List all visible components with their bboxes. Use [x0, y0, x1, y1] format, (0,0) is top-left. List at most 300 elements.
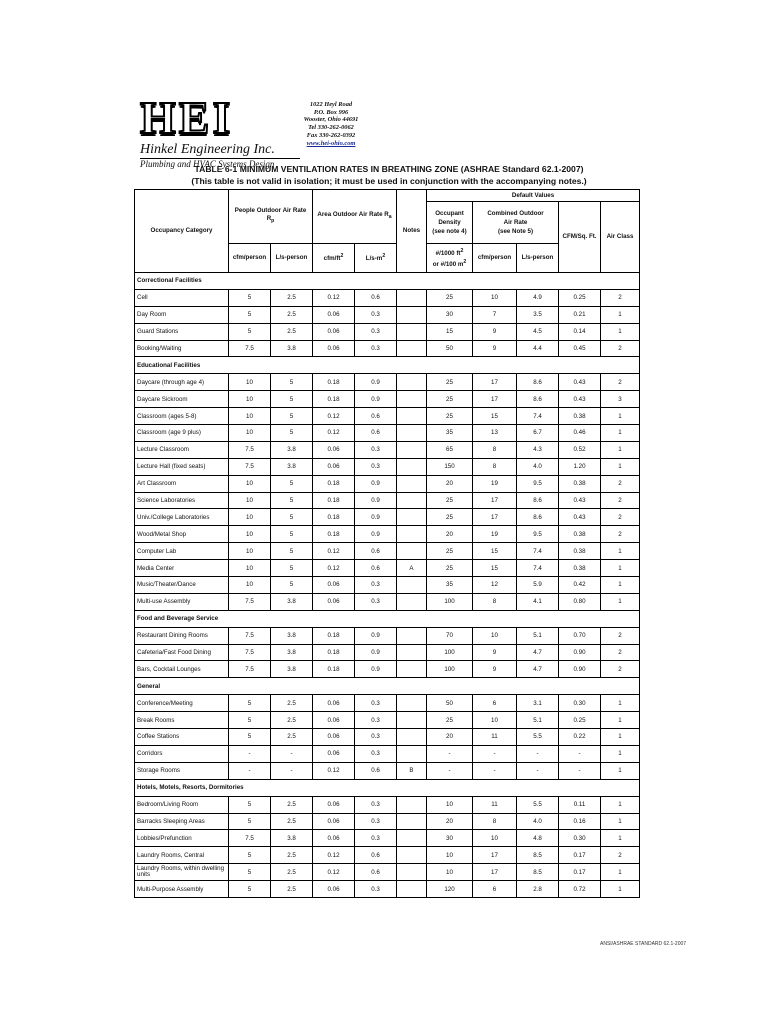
header-people-rate: People Outdoor Air Rate $R_p$ [229, 190, 313, 244]
air-class-cell: 1 [601, 729, 640, 746]
occupancy-category-cell: Computer Lab [135, 543, 229, 560]
combined-ls-cell: 7.4 [517, 543, 559, 560]
notes-cell [397, 374, 427, 391]
people-ls-cell: 5 [271, 391, 313, 408]
cfm-sqft-cell: 0.42 [559, 577, 601, 594]
people-ls-cell: 5 [271, 543, 313, 560]
logo-letters: HEI [140, 92, 234, 143]
combined-cfm-cell: 17 [473, 492, 517, 509]
air-class-cell: 2 [601, 475, 640, 492]
table-row [135, 813, 640, 830]
area-ls-cell: 0.3 [355, 306, 397, 323]
combined-cfm-cell: 8 [473, 813, 517, 830]
table-row [135, 543, 640, 560]
combined-cfm-cell: 19 [473, 526, 517, 543]
occupancy-category-cell: Classroom (age 9 plus) [135, 425, 229, 442]
table-title-line2: (This table is not valid in isolation; it must be used in conjunction with the accompanying notes.) [191, 175, 587, 186]
density-cell: 100 [427, 593, 473, 610]
combined-cfm-cell: 6 [473, 881, 517, 898]
area-cfm-cell: 0.18 [313, 526, 355, 543]
area-ls-cell: 0.9 [355, 509, 397, 526]
notes-cell [397, 593, 427, 610]
cfm-sqft-cell: 0.43 [559, 391, 601, 408]
people-ls-cell: 5 [271, 475, 313, 492]
cfm-sqft-cell: 0.80 [559, 593, 601, 610]
combined-ls-cell: 4.0 [517, 813, 559, 830]
air-class-cell: 2 [601, 340, 640, 357]
combined-ls-cell: 7.4 [517, 408, 559, 425]
people-cfm-cell: 7.5 [229, 661, 271, 678]
section-row [135, 357, 640, 374]
combined-cfm-cell: 9 [473, 644, 517, 661]
people-cfm-cell: 7.5 [229, 441, 271, 458]
people-cfm-cell: 5 [229, 881, 271, 898]
air-class-cell: 1 [601, 830, 640, 847]
area-cfm-cell: 0.12 [313, 543, 355, 560]
people-cfm-cell: 5 [229, 847, 271, 864]
combined-cfm-cell: 13 [473, 425, 517, 442]
combined-ls-cell: 5.5 [517, 729, 559, 746]
area-ls-cell: 0.6 [355, 408, 397, 425]
people-cfm-cell: 10 [229, 560, 271, 577]
combined-ls-cell: 4.4 [517, 340, 559, 357]
people-cfm-cell: 5 [229, 813, 271, 830]
combined-cfm-cell: 17 [473, 374, 517, 391]
area-ls-cell: 0.3 [355, 729, 397, 746]
table-row [135, 847, 640, 864]
density-cell: 20 [427, 475, 473, 492]
density-cell: 35 [427, 425, 473, 442]
notes-cell [397, 661, 427, 678]
notes-cell [397, 813, 427, 830]
unit-density: #/1000 $ft^2$ or #/100 $m^2$ [427, 244, 473, 273]
combined-cfm-cell: 8 [473, 458, 517, 475]
density-cell: 25 [427, 543, 473, 560]
combined-ls-cell: 5.5 [517, 796, 559, 813]
combined-ls-cell: 3.5 [517, 306, 559, 323]
header-combined-rate: Combined Outdoor Air Rate (see Note 5) [473, 202, 559, 244]
company-tagline: Plumbing and HVAC Systems Design [140, 159, 275, 169]
combined-cfm-cell: 10 [473, 712, 517, 729]
people-ls-cell: 5 [271, 408, 313, 425]
occupancy-category-cell: Lecture Classroom [135, 441, 229, 458]
occupancy-category-cell: Science Laboratories [135, 492, 229, 509]
area-cfm-cell: 0.06 [313, 729, 355, 746]
density-cell: - [427, 745, 473, 762]
combined-ls-cell: 9.5 [517, 475, 559, 492]
occupancy-category-cell: Coffee Stations [135, 729, 229, 746]
people-ls-cell: 2.5 [271, 695, 313, 712]
density-cell: 50 [427, 695, 473, 712]
people-cfm-cell: 7.5 [229, 340, 271, 357]
people-cfm-cell: 10 [229, 577, 271, 594]
area-cfm-cell: 0.18 [313, 661, 355, 678]
notes-cell [397, 340, 427, 357]
notes-cell [397, 526, 427, 543]
air-class-cell: 1 [601, 796, 640, 813]
table-row [135, 509, 640, 526]
combined-cfm-cell: 6 [473, 695, 517, 712]
area-cfm-cell: 0.12 [313, 762, 355, 779]
density-cell: 25 [427, 560, 473, 577]
area-cfm-cell: 0.12 [313, 560, 355, 577]
cfm-sqft-cell: 0.46 [559, 425, 601, 442]
combined-ls-cell: 8.6 [517, 391, 559, 408]
people-ls-cell: 5 [271, 374, 313, 391]
area-ls-cell: 0.6 [355, 864, 397, 881]
combined-ls-cell: 4.7 [517, 661, 559, 678]
notes-cell [397, 323, 427, 340]
combined-ls-cell: 4.1 [517, 593, 559, 610]
page-footer: ANSI/ASHRAE STANDARD 62.1-2007 [600, 941, 687, 947]
cfm-sqft-cell: 0.30 [559, 695, 601, 712]
people-ls-cell: 5 [271, 560, 313, 577]
occupancy-category-cell: Corridors [135, 745, 229, 762]
table-row [135, 374, 640, 391]
density-cell: 20 [427, 729, 473, 746]
notes-cell [397, 577, 427, 594]
area-cfm-cell: 0.06 [313, 323, 355, 340]
unit-cfm-person-combined: cfm/person [473, 244, 517, 273]
table-row [135, 830, 640, 847]
people-ls-cell: 3.8 [271, 340, 313, 357]
people-ls-cell: 2.5 [271, 847, 313, 864]
density-cell: 20 [427, 813, 473, 830]
combined-cfm-cell: 19 [473, 475, 517, 492]
table-row [135, 577, 640, 594]
people-cfm-cell: 10 [229, 475, 271, 492]
occupancy-category-cell: Multi-use Assembly [135, 593, 229, 610]
table-row [135, 881, 640, 898]
table-row [135, 289, 640, 306]
area-cfm-cell: 0.18 [313, 627, 355, 644]
area-ls-cell: 0.9 [355, 475, 397, 492]
header-occupant-density: Occupant Density (see note 4) [427, 202, 473, 244]
table-row [135, 796, 640, 813]
unit-cfm-ft2: cfm/$ft^2$ [313, 244, 355, 273]
area-ls-cell: 0.3 [355, 695, 397, 712]
cfm-sqft-cell: 0.38 [559, 526, 601, 543]
table-row [135, 441, 640, 458]
people-cfm-cell: 10 [229, 391, 271, 408]
density-cell: 120 [427, 881, 473, 898]
area-ls-cell: 0.3 [355, 593, 397, 610]
section-row [135, 779, 640, 796]
combined-ls-cell: 5.1 [517, 712, 559, 729]
density-cell: 35 [427, 577, 473, 594]
people-cfm-cell: 10 [229, 509, 271, 526]
notes-cell [397, 881, 427, 898]
notes-cell [397, 306, 427, 323]
section-row [135, 273, 640, 290]
notes-cell [397, 830, 427, 847]
area-ls-cell: 0.9 [355, 627, 397, 644]
unit-ls-person: L/s-person [271, 244, 313, 273]
header-air-class: Air Class [601, 202, 640, 273]
people-ls-cell: 2.5 [271, 712, 313, 729]
air-class-cell: 1 [601, 543, 640, 560]
combined-cfm-cell: 9 [473, 323, 517, 340]
occupancy-category-cell: Wood/Metal Shop [135, 526, 229, 543]
table-row [135, 408, 640, 425]
density-cell: 100 [427, 661, 473, 678]
area-cfm-cell: 0.06 [313, 830, 355, 847]
notes-cell [397, 644, 427, 661]
cfm-sqft-cell: 0.72 [559, 881, 601, 898]
air-class-cell: 1 [601, 864, 640, 881]
combined-cfm-cell: 10 [473, 830, 517, 847]
table-row [135, 425, 640, 442]
combined-ls-cell: 4.3 [517, 441, 559, 458]
area-cfm-cell: 0.06 [313, 745, 355, 762]
occupancy-category-cell: Classroom (ages 5-8) [135, 408, 229, 425]
occupancy-category-cell: Cafeteria/Fast Food Dining [135, 644, 229, 661]
area-ls-cell: 0.3 [355, 813, 397, 830]
combined-cfm-cell: 15 [473, 408, 517, 425]
area-ls-cell: 0.3 [355, 830, 397, 847]
area-ls-cell: 0.6 [355, 543, 397, 560]
website-link[interactable]: www.hei-ohio.com [306, 139, 356, 147]
density-cell: 25 [427, 374, 473, 391]
people-ls-cell: 5 [271, 509, 313, 526]
header-area-rate: Area Outdoor Air Rate $R_a$ [313, 190, 397, 244]
area-cfm-cell: 0.06 [313, 881, 355, 898]
area-cfm-cell: 0.12 [313, 425, 355, 442]
table-row [135, 729, 640, 746]
density-cell: 100 [427, 644, 473, 661]
cfm-sqft-cell: 0.38 [559, 408, 601, 425]
people-ls-cell: 2.5 [271, 306, 313, 323]
cfm-sqft-cell: 0.25 [559, 289, 601, 306]
table-row [135, 864, 640, 881]
area-ls-cell: 0.6 [355, 762, 397, 779]
cfm-sqft-cell: 0.38 [559, 475, 601, 492]
combined-ls-cell: - [517, 762, 559, 779]
combined-cfm-cell: 10 [473, 289, 517, 306]
occupancy-category-cell: Media Center [135, 560, 229, 577]
density-cell: 25 [427, 492, 473, 509]
section-heading: Educational Facilities [135, 357, 640, 374]
notes-cell [397, 847, 427, 864]
section-row [135, 678, 640, 695]
area-cfm-cell: 0.12 [313, 289, 355, 306]
notes-cell [397, 289, 427, 306]
notes-cell [397, 729, 427, 746]
people-ls-cell: 3.8 [271, 458, 313, 475]
table-row [135, 492, 640, 509]
table-row [135, 593, 640, 610]
table-row [135, 458, 640, 475]
area-cfm-cell: 0.06 [313, 695, 355, 712]
area-ls-cell: 0.9 [355, 644, 397, 661]
ventilation-table [134, 189, 640, 898]
combined-ls-cell: 5.9 [517, 577, 559, 594]
air-class-cell: 2 [601, 661, 640, 678]
people-ls-cell: 5 [271, 577, 313, 594]
notes-cell [397, 627, 427, 644]
cfm-sqft-cell: 0.22 [559, 729, 601, 746]
occupancy-category-cell: Restaurant Dining Rooms [135, 627, 229, 644]
people-cfm-cell: - [229, 762, 271, 779]
combined-cfm-cell: - [473, 762, 517, 779]
company-logo [140, 92, 300, 169]
combined-ls-cell: 4.9 [517, 289, 559, 306]
area-cfm-cell: 0.18 [313, 509, 355, 526]
area-cfm-cell: 0.18 [313, 374, 355, 391]
occupancy-category-cell: Lobbies/Prefunction [135, 830, 229, 847]
combined-cfm-cell: 15 [473, 560, 517, 577]
density-cell: 25 [427, 509, 473, 526]
table-title [134, 164, 644, 187]
people-cfm-cell: 10 [229, 408, 271, 425]
people-cfm-cell: 5 [229, 695, 271, 712]
people-ls-cell: - [271, 762, 313, 779]
table-title-line1: TABLE 6-1 MINIMUM VENTILATION RATES IN BREATHING ZONE (ASHRAE Standard 62.1-2007) [194, 164, 584, 174]
air-class-cell: 2 [601, 847, 640, 864]
area-cfm-cell: 0.06 [313, 796, 355, 813]
density-cell: 10 [427, 864, 473, 881]
air-class-cell: 2 [601, 374, 640, 391]
table-row [135, 340, 640, 357]
area-cfm-cell: 0.12 [313, 847, 355, 864]
table-row [135, 306, 640, 323]
air-class-cell: 1 [601, 762, 640, 779]
combined-cfm-cell: 11 [473, 729, 517, 746]
combined-cfm-cell: 9 [473, 661, 517, 678]
density-cell: 25 [427, 408, 473, 425]
occupancy-category-cell: Storage Rooms [135, 762, 229, 779]
density-cell: 30 [427, 306, 473, 323]
area-cfm-cell: 0.06 [313, 306, 355, 323]
combined-cfm-cell: 17 [473, 864, 517, 881]
cfm-sqft-cell: 1.20 [559, 458, 601, 475]
notes-cell [397, 796, 427, 813]
area-ls-cell: 0.6 [355, 425, 397, 442]
cfm-sqft-cell: 0.45 [559, 340, 601, 357]
density-cell: - [427, 762, 473, 779]
area-cfm-cell: 0.18 [313, 391, 355, 408]
people-ls-cell: 2.5 [271, 729, 313, 746]
combined-cfm-cell: 17 [473, 509, 517, 526]
people-ls-cell: 2.5 [271, 881, 313, 898]
area-ls-cell: 0.9 [355, 374, 397, 391]
unit-cfm-person: cfm/person [229, 244, 271, 273]
area-ls-cell: 0.3 [355, 881, 397, 898]
air-class-cell: 2 [601, 509, 640, 526]
cfm-sqft-cell: 0.17 [559, 847, 601, 864]
table-row [135, 644, 640, 661]
notes-cell [397, 408, 427, 425]
people-cfm-cell: 7.5 [229, 593, 271, 610]
people-ls-cell: 2.5 [271, 323, 313, 340]
occupancy-category-cell: Day Room [135, 306, 229, 323]
combined-cfm-cell: 11 [473, 796, 517, 813]
people-cfm-cell: 7.5 [229, 830, 271, 847]
occupancy-category-cell: Daycare (through age 4) [135, 374, 229, 391]
combined-cfm-cell: 15 [473, 543, 517, 560]
people-cfm-cell: 7.5 [229, 644, 271, 661]
combined-cfm-cell: - [473, 745, 517, 762]
header-notes: Notes [397, 190, 427, 273]
occupancy-category-cell: Booking/Waiting [135, 340, 229, 357]
combined-ls-cell: 8.6 [517, 492, 559, 509]
air-class-cell: 1 [601, 323, 640, 340]
combined-ls-cell: 8.6 [517, 374, 559, 391]
occupancy-category-cell: Music/Theater/Dance [135, 577, 229, 594]
notes-cell: A [397, 560, 427, 577]
air-class-cell: 1 [601, 441, 640, 458]
air-class-cell: 1 [601, 306, 640, 323]
combined-ls-cell: 4.7 [517, 644, 559, 661]
people-ls-cell: 2.5 [271, 813, 313, 830]
density-cell: 25 [427, 289, 473, 306]
cfm-sqft-cell: 0.25 [559, 712, 601, 729]
people-cfm-cell: 7.5 [229, 627, 271, 644]
cfm-sqft-cell: 0.38 [559, 543, 601, 560]
occupancy-category-cell: Barracks Sleeping Areas [135, 813, 229, 830]
cfm-sqft-cell: 0.52 [559, 441, 601, 458]
density-cell: 70 [427, 627, 473, 644]
area-cfm-cell: 0.18 [313, 644, 355, 661]
section-heading: General [135, 678, 640, 695]
people-ls-cell: - [271, 745, 313, 762]
air-class-cell: 1 [601, 813, 640, 830]
air-class-cell: 2 [601, 644, 640, 661]
notes-cell [397, 543, 427, 560]
header-occupancy-category: Occupancy Category [135, 190, 229, 273]
density-cell: 50 [427, 340, 473, 357]
table-row [135, 323, 640, 340]
occupancy-category-cell: Laundry Rooms, within dwelling units [135, 864, 229, 881]
people-cfm-cell: 10 [229, 374, 271, 391]
cfm-sqft-cell: 0.14 [559, 323, 601, 340]
occupancy-category-cell: Laundry Rooms, Central [135, 847, 229, 864]
address-fax: Fax 330-262-0392 [306, 131, 356, 139]
density-cell: 10 [427, 847, 473, 864]
people-ls-cell: 3.8 [271, 593, 313, 610]
section-heading: Correctional Facilities [135, 273, 640, 290]
density-cell: 150 [427, 458, 473, 475]
people-cfm-cell: 5 [229, 796, 271, 813]
area-ls-cell: 0.3 [355, 323, 397, 340]
people-cfm-cell: 5 [229, 306, 271, 323]
table-row [135, 475, 640, 492]
air-class-cell: 1 [601, 577, 640, 594]
air-class-cell: 1 [601, 560, 640, 577]
area-ls-cell: 0.6 [355, 847, 397, 864]
area-ls-cell: 0.9 [355, 526, 397, 543]
cfm-sqft-cell: 0.11 [559, 796, 601, 813]
area-ls-cell: 0.3 [355, 441, 397, 458]
density-cell: 20 [427, 526, 473, 543]
section-heading: Food and Beverage Service [135, 610, 640, 627]
table-row [135, 661, 640, 678]
cfm-sqft-cell: - [559, 745, 601, 762]
notes-cell: B [397, 762, 427, 779]
density-cell: 15 [427, 323, 473, 340]
area-ls-cell: 0.3 [355, 796, 397, 813]
people-cfm-cell: 5 [229, 289, 271, 306]
company-name: Hinkel Engineering Inc. [140, 142, 300, 159]
occupancy-category-cell: Art Classroom [135, 475, 229, 492]
occupancy-category-cell: Cell [135, 289, 229, 306]
address-box: P.O. Box 996 [313, 108, 349, 116]
air-class-cell: 1 [601, 695, 640, 712]
cfm-sqft-cell: 0.90 [559, 661, 601, 678]
notes-cell [397, 712, 427, 729]
cfm-sqft-cell: 0.43 [559, 492, 601, 509]
people-cfm-cell: 5 [229, 712, 271, 729]
